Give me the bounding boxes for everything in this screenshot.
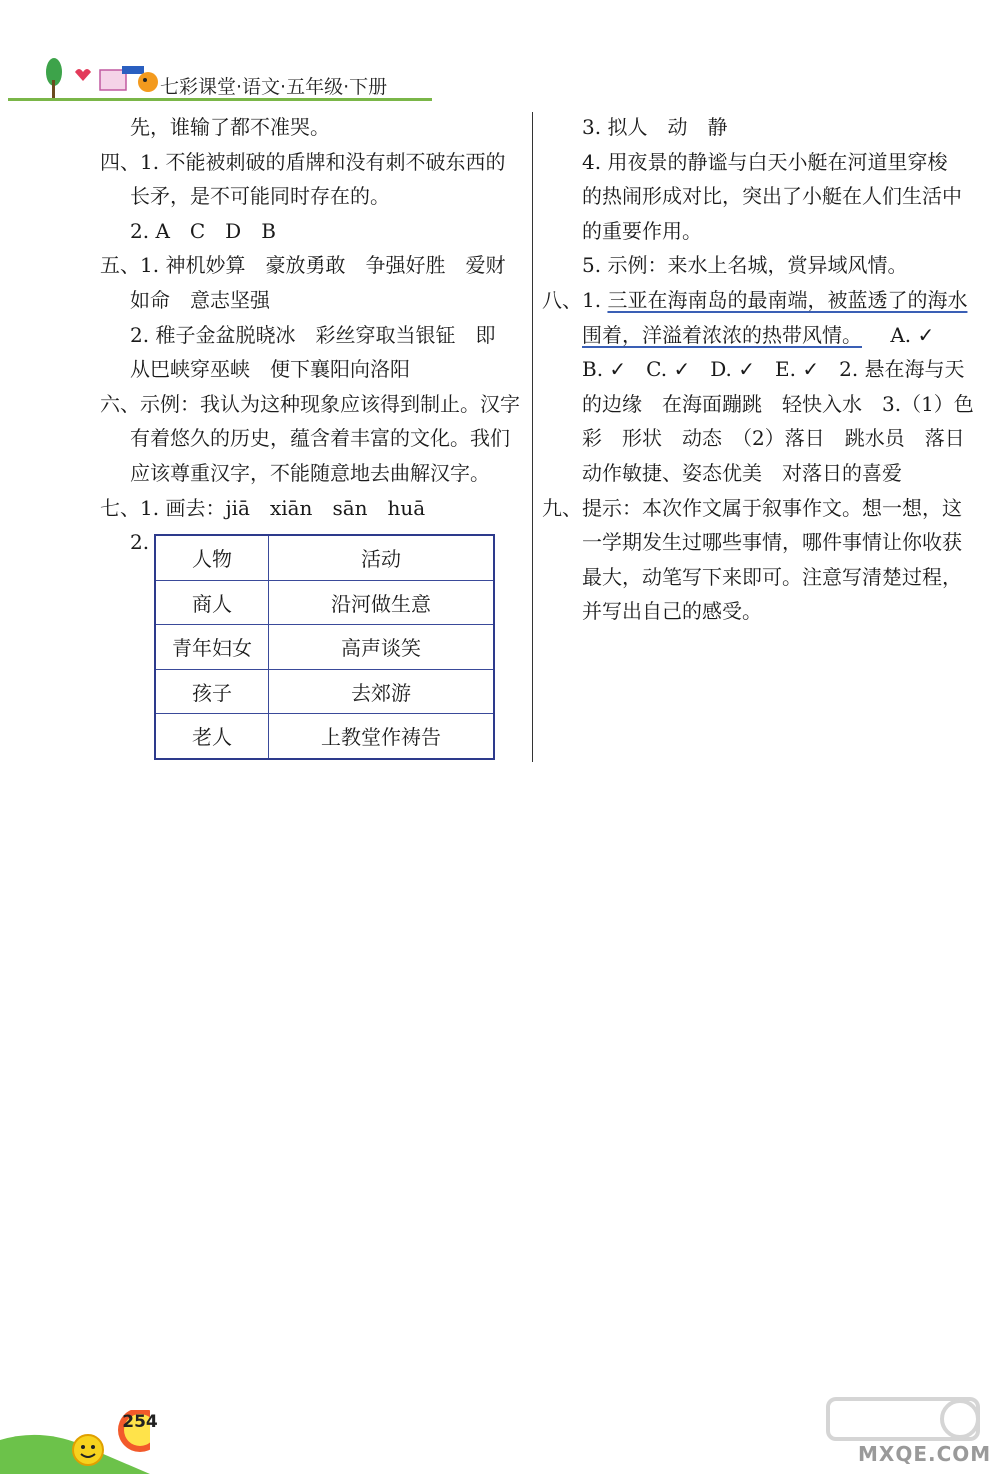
answer-line: 3. 拟人 动 静	[582, 115, 728, 139]
section-label: 八、1.	[542, 287, 602, 312]
character-activity-table	[154, 534, 495, 760]
table-row	[155, 580, 494, 625]
header-rule	[8, 98, 432, 101]
answer-line: 先，谁输了都不准哭。	[130, 115, 330, 139]
answer-line: B. ✓ C. ✓ D. ✓ E. ✓ 2. 悬在海与天	[582, 357, 965, 382]
answer-section-9: 九、提示：本次作文属于叙事作文。想一想，这	[542, 495, 962, 520]
answer-line: 从巴峡穿巫峡 便下襄阳向洛阳	[130, 357, 410, 382]
table-cell: 孩子	[155, 669, 269, 714]
answer-line: 动作敏捷、姿态优美 对落日的喜爱	[582, 460, 902, 485]
table-row	[155, 714, 494, 759]
underlined-sentence: 三亚在海南岛的最南端，被蓝透了的海水	[607, 287, 968, 312]
check-answer: A. ✓	[890, 322, 935, 347]
answer-line: 最大，动笔写下来即可。注意写清楚过程，	[582, 564, 962, 589]
answer-line: 的边缘 在海面蹦跳 轻快入水 3.（1）色	[582, 391, 974, 416]
answer-line: 2. A C D B	[130, 218, 276, 243]
answer-line: 如命 意志坚强	[130, 287, 270, 312]
header-decoration-icon	[30, 52, 160, 100]
watermark-text: MXQE.COM	[858, 1442, 992, 1466]
answer-line	[552, 318, 972, 353]
answer-line: 有着悠久的历史，蕴含着丰富的文化。我们	[130, 426, 510, 451]
answer-line: 2. 稚子金盆脱晓冰 彩丝穿取当银钲 即	[130, 322, 496, 347]
table-cell: 高声谈笑	[269, 625, 495, 670]
table-cell: 上教堂作祷告	[269, 714, 495, 759]
answer-line: 4. 用夜景的静谧与白天小艇在河道里穿梭	[582, 149, 948, 174]
header-title: 七彩课堂·语文·五年级·下册	[160, 76, 388, 98]
right-column	[542, 110, 974, 629]
page-number: 254	[122, 1412, 158, 1432]
answer-section-6: 六、示例：我认为这种现象应该得到制止。汉字	[100, 391, 520, 416]
answer-line: 应该尊重汉字，不能随意地去曲解汉字。	[130, 460, 490, 485]
table-cell: 青年妇女	[155, 625, 269, 670]
left-column	[100, 110, 525, 525]
table-header-cell: 人物	[155, 535, 269, 580]
answer-section-8	[542, 283, 972, 318]
answer-section-7: 七、1. 画去：jiā xiān sān huā	[100, 495, 426, 520]
table-row	[155, 669, 494, 714]
column-divider	[532, 112, 533, 762]
answer-line: 长矛，是不可能同时存在的。	[130, 184, 390, 209]
page-header	[0, 0, 1000, 110]
table-header-row	[155, 535, 494, 580]
table-cell: 去郊游	[269, 669, 495, 714]
answer-section-4: 四、1. 不能被刺破的盾牌和没有刺不破东西的	[100, 149, 506, 174]
answer-line: 的重要作用。	[582, 218, 702, 243]
answer-line: 一学期发生过哪些事情，哪件事情让你收获	[582, 530, 962, 555]
table-item-label: 2.	[130, 530, 150, 554]
table-header-cell: 活动	[269, 535, 495, 580]
answer-line: 并写出自己的感受。	[582, 599, 762, 624]
table-cell: 老人	[155, 714, 269, 759]
table-row	[155, 625, 494, 670]
table-cell: 商人	[155, 580, 269, 625]
answer-line: 的热闹形成对比，突出了小艇在人们生活中	[582, 184, 962, 209]
underlined-sentence: 围着，洋溢着浓浓的热带风情。	[582, 322, 862, 347]
answer-line: 5. 示例：来水上名城，赏异域风情。	[582, 253, 908, 278]
answer-line: 彩 形状 动态 （2）落日 跳水员 落日	[582, 426, 965, 451]
answer-section-5: 五、1. 神机妙算 豪放勇敢 争强好胜 爱财	[100, 253, 506, 278]
table-cell: 沿河做生意	[269, 580, 495, 625]
